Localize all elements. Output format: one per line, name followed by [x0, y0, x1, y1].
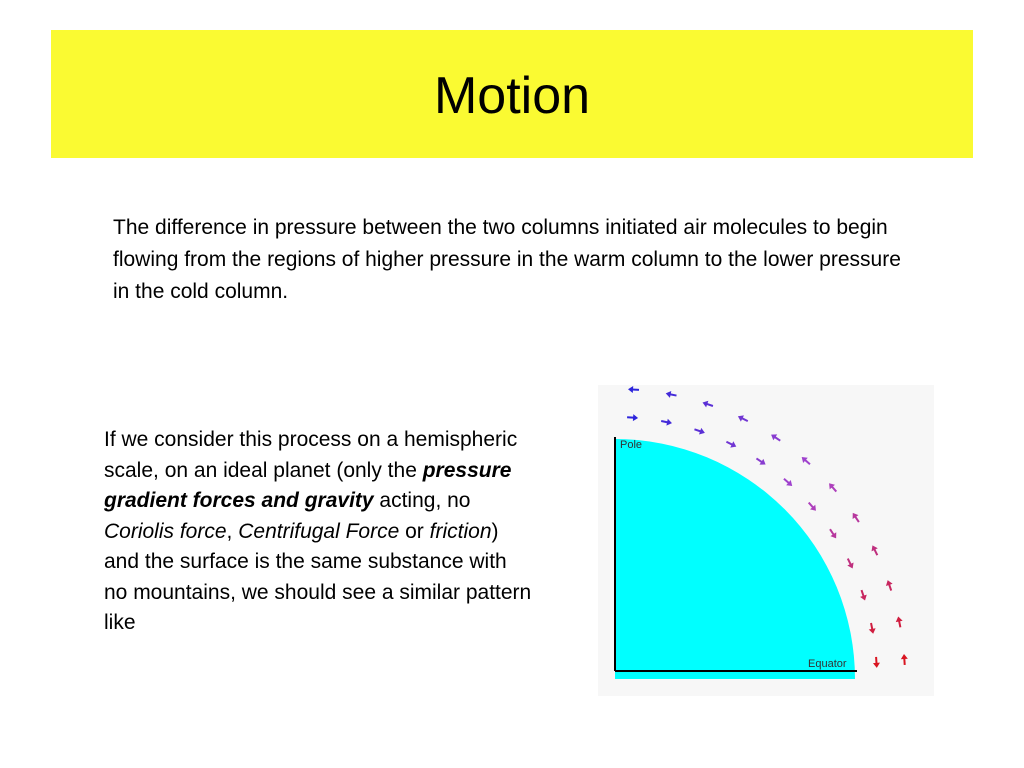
flow-arrow-outer-11 — [895, 616, 904, 628]
pole-label: Pole — [620, 439, 643, 451]
flow-arrow-inner-10 — [858, 589, 868, 602]
body-text-5: ) and the surface is the same substance with no mountains, we should see a similar pattern like — [104, 519, 532, 634]
flow-arrow-outer-3 — [701, 399, 714, 409]
flow-arrow-outer-8 — [850, 511, 862, 524]
flow-arrow-outer-2 — [665, 390, 677, 399]
flow-arrow-outer-12 — [901, 654, 909, 665]
title-banner — [51, 30, 973, 158]
emphasis-pressure-gravity: pressure gradient forces and gravity — [104, 458, 512, 512]
flow-arrow-outer-6 — [799, 454, 812, 467]
flow-arrow-inner-5 — [754, 456, 767, 468]
emphasis-coriolis: Coriolis force — [104, 519, 227, 543]
flow-arrow-inner-6 — [782, 476, 795, 489]
flow-arrow-inner-12 — [873, 657, 881, 668]
body-text-3: , — [226, 519, 239, 543]
flow-arrow-outer-7 — [826, 481, 839, 494]
flow-arrow-outer-10 — [884, 579, 894, 592]
body-text-4: or — [399, 519, 430, 543]
body-paragraph — [104, 425, 534, 639]
circulation-diagram — [598, 385, 934, 696]
flow-arrow-inner-3 — [693, 426, 706, 436]
equator-label: Equator — [808, 658, 847, 670]
flow-arrow-inner-1 — [627, 414, 638, 422]
flow-arrow-outer-9 — [869, 544, 880, 557]
body-text-2: acting, no — [373, 489, 471, 512]
hemisphere-quadrant — [615, 439, 855, 679]
emphasis-centrifugal: Centrifugal Force — [238, 519, 400, 543]
flow-arrow-inner-11 — [868, 622, 877, 634]
body-text-1: If we consider this process on a hemispheric scale, on an ideal planet (only the — [104, 428, 518, 482]
flow-arrow-inner-8 — [827, 527, 839, 540]
intro-paragraph: The difference in pressure between the two columns initiated air molecules to begin flowing from the regions of higher pressure in the warm column to the lower pressure in the cold column. — [113, 216, 901, 303]
flow-arrow-inner-9 — [845, 557, 856, 570]
flow-arrow-inner-4 — [725, 439, 738, 450]
flow-arrow-outer-5 — [769, 432, 782, 444]
flow-arrow-inner-2 — [661, 418, 673, 427]
slide-title: Motion — [433, 67, 591, 125]
flow-arrow-outer-4 — [736, 413, 749, 424]
flow-arrow-outer-1 — [628, 386, 639, 394]
flow-arrow-inner-7 — [806, 500, 819, 513]
circulation-figure — [598, 385, 934, 696]
emphasis-friction: friction — [429, 519, 492, 543]
